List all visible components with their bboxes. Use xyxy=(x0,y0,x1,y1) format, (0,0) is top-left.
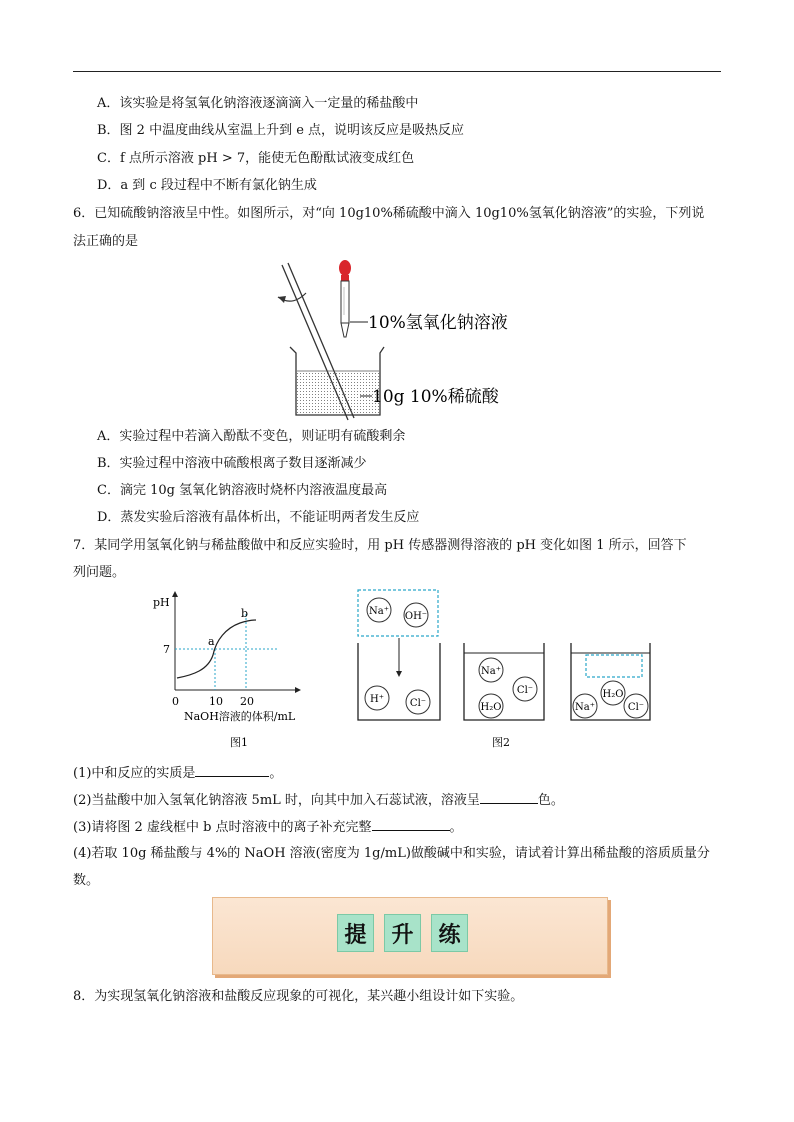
practice-banner xyxy=(212,897,608,975)
q6-option-b: B．实验过程中溶液中硫酸根离子数目逐渐减少 xyxy=(97,456,367,471)
q5-option-a: A．该实验是将氢氧化钠溶液逐滴滴入一定量的稀盐酸中 xyxy=(97,96,419,111)
q7-fig2-diagram xyxy=(352,588,662,753)
fig1-caption: 图1 xyxy=(230,736,248,749)
ion-cl-beaker2: Cl⁻ xyxy=(516,685,534,696)
point-b-label: b xyxy=(241,607,249,620)
q7-sub4-line2: 数。 xyxy=(73,873,100,888)
banner-char-3: 练 xyxy=(431,914,468,952)
q7-fig1-chart xyxy=(148,590,308,750)
ion-oh-top: OH⁻ xyxy=(404,611,428,622)
ion-cl-beaker1: Cl⁻ xyxy=(409,698,427,709)
q8-stem: 8．为实现氢氧化钠溶液和盐酸反应现象的可视化，某兴趣小组设计如下实验。 xyxy=(73,989,524,1004)
q7-stem-line1: 7．某同学用氢氧化钠与稀盐酸做中和反应实验时，用 pH 传感器测得溶液的 pH 变化如图 1 所示，回答下 xyxy=(73,538,687,553)
q7-sub2: (2)当盐酸中加入氢氧化钠溶液 5mL 时，向其中加入石蕊试液，溶液呈 色。 xyxy=(73,790,564,810)
q6-option-d: D．蒸发实验后溶液有晶体析出，不能证明两者发生反应 xyxy=(97,510,420,525)
ion-h-beaker1: H⁺ xyxy=(370,694,384,705)
q6-figure xyxy=(260,255,540,425)
y-axis-label: pH xyxy=(153,596,170,609)
banner-char-2: 升 xyxy=(384,914,421,952)
ion-cl-beaker3: Cl⁻ xyxy=(627,702,645,713)
header-rule xyxy=(73,71,721,72)
ion-na-top: Na⁺ xyxy=(369,606,389,617)
q6-option-a: A．实验过程中若滴入酚酞不变色，则证明有硫酸剩余 xyxy=(97,429,406,444)
q7-stem-line2: 列问题。 xyxy=(73,565,126,580)
dropper xyxy=(339,260,351,337)
dropper-label: 10%氢氧化钠溶液 xyxy=(368,313,508,333)
q7-sub3: (3)请将图 2 虚线框中 b 点时溶液中的离子补充完整 。 xyxy=(73,817,463,837)
ion-na-beaker3: Na⁺ xyxy=(575,702,595,713)
x-tick-0: 0 xyxy=(172,695,179,708)
fig2-caption: 图2 xyxy=(492,736,510,749)
q7-sub4-line1: (4)若取 10g 稀盐酸与 4%的 NaOH 溶液(密度为 1g/mL)做酸碱中和实验，请试着计算出稀盐酸的溶质质量分 xyxy=(73,846,710,861)
x-tick-20: 20 xyxy=(240,695,254,708)
q5-option-b: B．图 2 中温度曲线从室温上升到 e 点，说明该反应是吸热反应 xyxy=(97,123,465,138)
q5-option-c: C．f 点所示溶液 pH > 7，能使无色酚酞试液变成红色 xyxy=(97,151,415,166)
beaker xyxy=(290,347,384,415)
q6-option-c: C．滴完 10g 氢氧化钠溶液时烧杯内溶液温度最高 xyxy=(97,483,388,498)
h2o-beaker2: H₂O xyxy=(480,702,502,713)
blank-dashed-box[interactable] xyxy=(586,655,642,677)
q5-option-d: D．a 到 c 段过程中不断有氯化钠生成 xyxy=(97,178,317,193)
beaker-label: 10g 10%稀硫酸 xyxy=(372,387,499,407)
y-tick-7: 7 xyxy=(163,643,170,656)
q7-sub1: (1)中和反应的实质是 。 xyxy=(73,763,282,783)
x-tick-10: 10 xyxy=(209,695,223,708)
ion-na-beaker2: Na⁺ xyxy=(481,666,501,677)
q6-stem-line1: 6．已知硫酸钠溶液呈中性。如图所示，对“向 10g10%稀硫酸中滴入 10g10%氢氧化钠溶液”的实验，下列说 xyxy=(73,206,705,221)
banner-char-1: 提 xyxy=(337,914,374,952)
h2o-beaker3: H₂O xyxy=(602,689,624,700)
q6-stem-line2: 法正确的是 xyxy=(73,234,139,249)
point-a-label: a xyxy=(208,635,215,648)
x-axis-label: NaOH溶液的体积/mL xyxy=(184,710,296,723)
